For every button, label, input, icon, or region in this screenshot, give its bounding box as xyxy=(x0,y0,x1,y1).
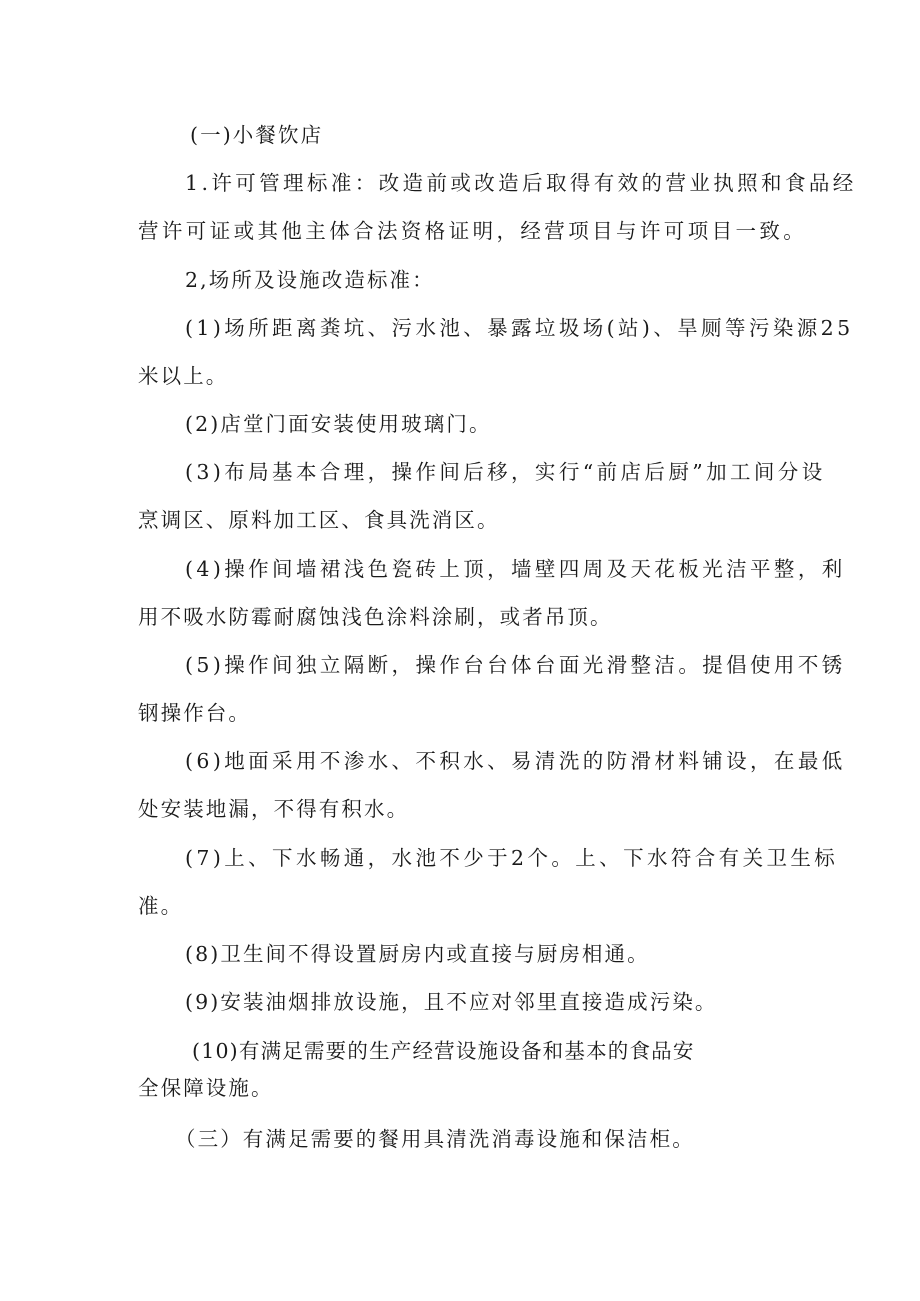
section-three: （三）有满足需要的餐用具清洗消毒设施和保洁柜。 xyxy=(175,1127,695,1151)
sub9: (9)安装油烟排放设施，且不应对邻里直接造成污染。 xyxy=(185,990,718,1014)
sub10-line1: (10)有满足需要的生产经营设施设备和基本的食品安 xyxy=(192,1039,695,1063)
sub7-line2: 准。 xyxy=(138,894,184,918)
sub6-line1: (6)地面采用不渗水、不积水、易清洗的防滑材料铺设，在最低 xyxy=(185,749,846,773)
sub5-line2: 钢操作台。 xyxy=(138,701,251,725)
sub7-line1: (7)上、下水畅通，水池不少于2个。上、下水符合有关卫生标 xyxy=(185,846,839,870)
sub10-line2: 全保障设施。 xyxy=(138,1076,274,1100)
sub3-line2: 烹调区、原料加工区、食具洗消区。 xyxy=(138,508,500,532)
sub2: (2)店堂门面安装使用玻璃门。 xyxy=(185,412,492,436)
item2-heading: 2,场所及设施改造标准： xyxy=(185,268,435,292)
sub3-line1: (3)布局基本合理，操作间后移，实行“前店后厨”加工间分设 xyxy=(185,460,826,484)
sub6-line2: 处安装地漏，不得有积水。 xyxy=(138,797,410,821)
sub5-line1: (5)操作间独立隔断，操作台台体台面光滑整洁。提倡使用不锈 xyxy=(185,653,846,677)
sub8: (8)卫生间不得设置厨房内或直接与厨房相通。 xyxy=(185,942,650,966)
item1-line2: 营许可证或其他主体合法资格证明，经营项目与许可项目一致。 xyxy=(138,219,808,243)
sub1-line2: 米以上。 xyxy=(138,364,229,388)
item1-line1: 1.许可管理标准：改造前或改造后取得有效的营业执照和食品经 xyxy=(185,171,857,195)
sub1-line1: (1)场所距离粪坑、污水池、暴露垃圾场(站)、旱厕等污染源25 xyxy=(185,316,854,340)
sub4-line2: 用不吸水防霉耐腐蚀浅色涂料涂刷，或者吊顶。 xyxy=(138,605,613,629)
sub4-line1: (4)操作间墙裙浅色瓷砖上顶，墙壁四周及天花板光洁平整，利 xyxy=(185,557,846,581)
section-heading: (一)小餐饮店 xyxy=(190,123,324,147)
